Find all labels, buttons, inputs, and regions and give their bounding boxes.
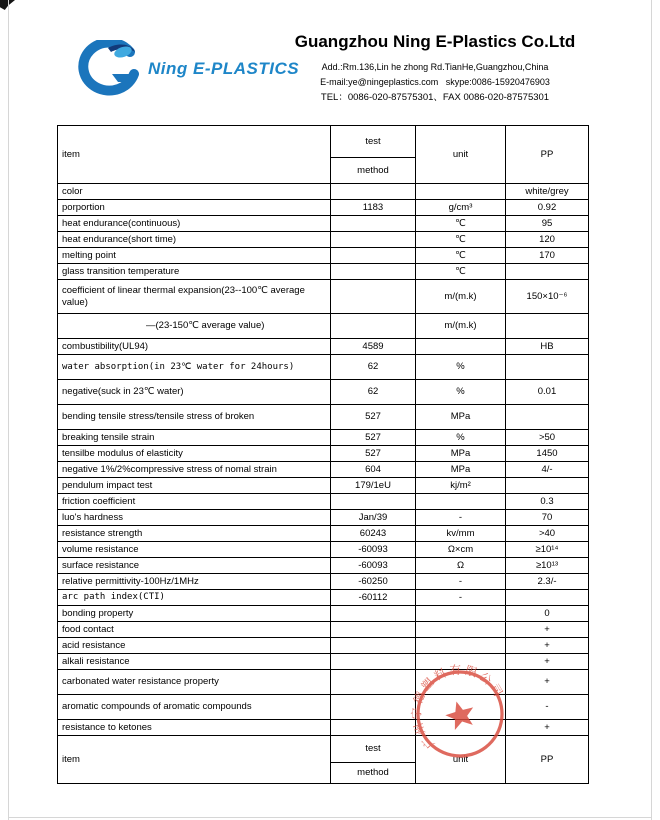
table-row	[58, 200, 589, 216]
method-cell: 4589	[331, 339, 416, 355]
table-row	[58, 542, 589, 558]
table-row	[58, 430, 589, 446]
item-cell: pendulum impact test	[58, 478, 331, 494]
unit-cell	[416, 494, 506, 510]
method-cell	[331, 720, 416, 736]
item-cell: negative(suck in 23℃ water)	[58, 380, 331, 405]
table-row	[58, 314, 589, 339]
item-cell: coefficient of linear thermal expansion(23--100℃ average value)	[58, 280, 331, 314]
item-cell: water absorption(in 23℃ water for 24hours)	[58, 355, 331, 380]
pp-cell: 95	[506, 216, 589, 232]
pp-cell	[506, 355, 589, 380]
table-row	[58, 638, 589, 654]
unit-cell: %	[416, 355, 506, 380]
table-row	[58, 405, 589, 430]
pp-cell: HB	[506, 339, 589, 355]
page-edge-left	[8, 0, 9, 820]
pp-cell: 170	[506, 248, 589, 264]
unit-cell: ℃	[416, 264, 506, 280]
header-method-cell: method	[331, 158, 416, 184]
item-cell: alkali resistance	[58, 654, 331, 670]
unit-cell: MPa	[416, 462, 506, 478]
item-cell: resistance to ketones	[58, 720, 331, 736]
footer-item-cell: item	[58, 736, 331, 784]
unit-cell	[416, 622, 506, 638]
method-cell	[331, 264, 416, 280]
pp-cell: >40	[506, 526, 589, 542]
item-cell: food contact	[58, 622, 331, 638]
item-cell: —(23-150℃ average value)	[58, 314, 331, 339]
item-cell: relative permittivity-100Hz/1MHz	[58, 574, 331, 590]
table-row	[58, 232, 589, 248]
unit-cell: m/(m.k)	[416, 314, 506, 339]
item-cell: volume resistance	[58, 542, 331, 558]
pp-cell: +	[506, 622, 589, 638]
pp-cell: white/grey	[506, 184, 589, 200]
header-item-cell: item	[58, 126, 331, 184]
unit-cell: -	[416, 510, 506, 526]
table-row	[58, 478, 589, 494]
pp-cell	[506, 590, 589, 606]
stamp-text: 广州宁德塑料有限公司	[409, 662, 507, 752]
company-phone: TEL：0086-020-87575301、FAX 0086-020-87575301	[320, 92, 550, 103]
table-row	[58, 380, 589, 405]
method-cell: 527	[331, 430, 416, 446]
item-cell: porportion	[58, 200, 331, 216]
pp-cell: +	[506, 654, 589, 670]
pp-cell	[506, 478, 589, 494]
letterhead	[0, 0, 660, 118]
item-cell: friction coefficient	[58, 494, 331, 510]
item-cell: melting point	[58, 248, 331, 264]
item-cell: glass transition temperature	[58, 264, 331, 280]
table-row	[58, 494, 589, 510]
item-cell: resistance strength	[58, 526, 331, 542]
method-cell	[331, 606, 416, 622]
table-row	[58, 606, 589, 622]
footer-pp-cell: PP	[506, 736, 589, 784]
page-edge-bottom	[8, 817, 651, 818]
unit-cell: %	[416, 380, 506, 405]
unit-cell: -	[416, 574, 506, 590]
company-address: Add.:Rm.136,Lin he zhong Rd.TianHe,Guangzhou,China	[321, 62, 549, 72]
pp-cell	[506, 405, 589, 430]
method-cell: -60093	[331, 558, 416, 574]
pp-cell: 0.3	[506, 494, 589, 510]
method-cell: 62	[331, 380, 416, 405]
unit-cell: -	[416, 590, 506, 606]
pp-cell: 0.01	[506, 380, 589, 405]
method-cell	[331, 494, 416, 510]
pp-cell	[506, 314, 589, 339]
pp-cell: 120	[506, 232, 589, 248]
unit-cell: %	[416, 430, 506, 446]
item-cell: acid resistance	[58, 638, 331, 654]
method-cell: 62	[331, 355, 416, 380]
table-row	[58, 446, 589, 462]
pp-cell: 70	[506, 510, 589, 526]
header-pp-cell: PP	[506, 126, 589, 184]
pp-cell: ≥10¹³	[506, 558, 589, 574]
pp-cell: +	[506, 638, 589, 654]
method-cell	[331, 232, 416, 248]
spec-table-body	[58, 184, 589, 736]
method-cell	[331, 216, 416, 232]
footer-unit-cell: unit	[416, 736, 506, 784]
pp-cell	[506, 264, 589, 280]
item-cell: arc path index(CTI)	[58, 590, 331, 606]
unit-cell: m/(m.k)	[416, 280, 506, 314]
table-row	[58, 248, 589, 264]
pp-cell: +	[506, 720, 589, 736]
table-header	[58, 126, 589, 184]
table-row	[58, 355, 589, 380]
item-cell: carbonated water resistance property	[58, 670, 331, 695]
method-cell: -60250	[331, 574, 416, 590]
unit-cell: Ω×cm	[416, 542, 506, 558]
item-cell: luo's hardness	[58, 510, 331, 526]
table-row	[58, 590, 589, 606]
unit-cell: MPa	[416, 405, 506, 430]
method-cell	[331, 280, 416, 314]
item-cell: heat endurance(continuous)	[58, 216, 331, 232]
company-contact: E-mail:ye@ningeplastics.com skype:0086-15920476903	[320, 77, 550, 87]
item-cell: breaking tensile strain	[58, 430, 331, 446]
pp-cell: >50	[506, 430, 589, 446]
unit-cell: MPa	[416, 446, 506, 462]
table-row	[58, 574, 589, 590]
unit-cell	[416, 339, 506, 355]
item-cell: bending tensile stress/tensile stress of broken	[58, 405, 331, 430]
method-cell: 527	[331, 446, 416, 462]
method-cell: -60093	[331, 542, 416, 558]
table-row	[58, 462, 589, 478]
method-cell	[331, 248, 416, 264]
unit-cell: ℃	[416, 248, 506, 264]
header-test-cell: test	[331, 126, 416, 158]
stamp-star-icon	[442, 697, 477, 731]
table-row	[58, 184, 589, 200]
unit-cell: kv/mm	[416, 526, 506, 542]
company-name: Guangzhou Ning E-Plastics Co.Ltd	[294, 32, 576, 51]
logo-swoosh-icon	[78, 40, 140, 98]
method-cell	[331, 654, 416, 670]
item-cell: tensilbe modulus of elasticity	[58, 446, 331, 462]
method-cell: -60112	[331, 590, 416, 606]
unit-cell: kj/m²	[416, 478, 506, 494]
pp-cell: 150×10⁻⁶	[506, 280, 589, 314]
method-cell: 1183	[331, 200, 416, 216]
item-cell: combustibility(UL94)	[58, 339, 331, 355]
table-row	[58, 216, 589, 232]
footer-test-cell: test	[331, 736, 416, 763]
table-row	[58, 510, 589, 526]
item-cell: color	[58, 184, 331, 200]
method-cell: 179/1eU	[331, 478, 416, 494]
pp-cell: -	[506, 695, 589, 720]
table-row	[58, 558, 589, 574]
method-cell: 527	[331, 405, 416, 430]
table-row	[58, 264, 589, 280]
pp-cell: 0	[506, 606, 589, 622]
method-cell	[331, 622, 416, 638]
logo-wordmark: Ning E-PLASTICS	[148, 59, 300, 78]
table-row	[58, 526, 589, 542]
pp-cell: 1450	[506, 446, 589, 462]
pp-cell: 0.92	[506, 200, 589, 216]
method-cell: 604	[331, 462, 416, 478]
footer-method-cell: method	[331, 763, 416, 784]
pp-cell: 2.3/-	[506, 574, 589, 590]
unit-cell: Ω	[416, 558, 506, 574]
table-row	[58, 339, 589, 355]
pp-cell: 4/-	[506, 462, 589, 478]
item-cell: heat endurance(short time)	[58, 232, 331, 248]
page-edge-right	[651, 0, 652, 820]
table-row	[58, 280, 589, 314]
letterhead-text	[235, 32, 635, 105]
method-cell	[331, 314, 416, 339]
unit-cell: ℃	[416, 232, 506, 248]
header-unit-cell: unit	[416, 126, 506, 184]
item-cell: surface resistance	[58, 558, 331, 574]
unit-cell: g/cm³	[416, 200, 506, 216]
pp-cell: +	[506, 670, 589, 695]
method-cell	[331, 638, 416, 654]
method-cell	[331, 184, 416, 200]
method-cell: Jan/39	[331, 510, 416, 526]
method-cell: 60243	[331, 526, 416, 542]
table-row	[58, 654, 589, 670]
unit-cell	[416, 184, 506, 200]
pp-cell: ≥10¹⁴	[506, 542, 589, 558]
table-row	[58, 622, 589, 638]
item-cell: bonding property	[58, 606, 331, 622]
item-cell: aromatic compounds of aromatic compounds	[58, 695, 331, 720]
item-cell: negative 1%/2%compressive stress of nomal strain	[58, 462, 331, 478]
unit-cell	[416, 606, 506, 622]
unit-cell: ℃	[416, 216, 506, 232]
